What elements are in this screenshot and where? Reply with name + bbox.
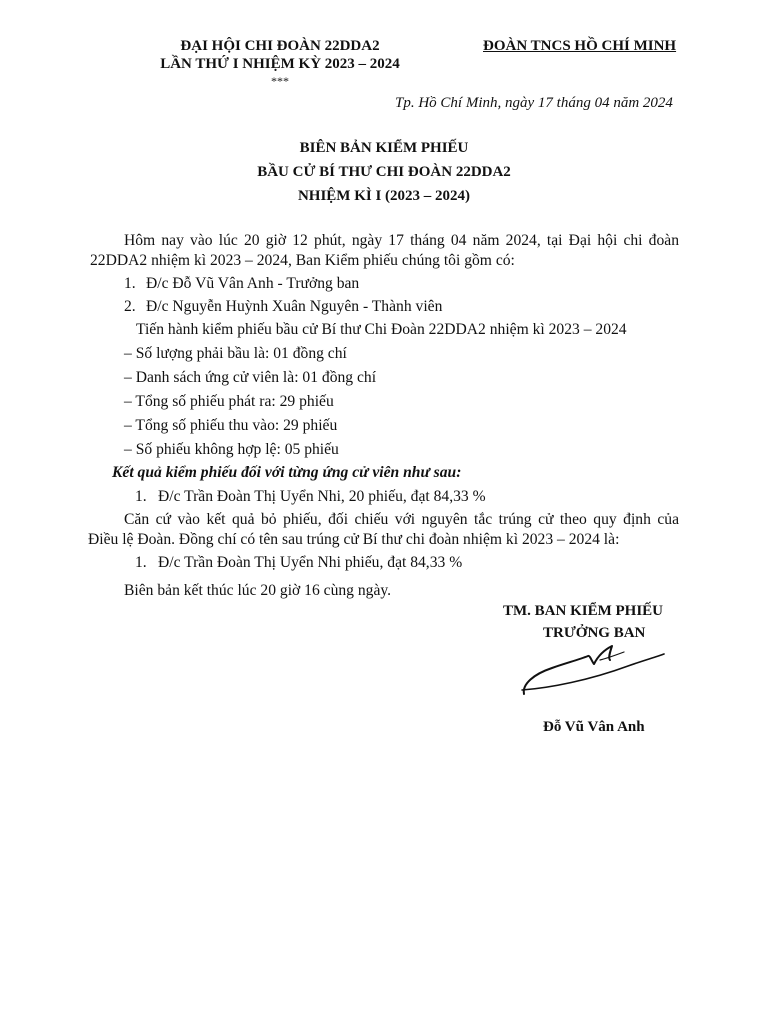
title-line3: NHIỆM KÌ I (2023 – 2024) xyxy=(297,188,471,204)
title-line2: BẦU CỬ BÍ THƯ CHI ĐOÀN 22DDA2 xyxy=(257,164,511,180)
member-2-text: Đ/c Nguyễn Huỳnh Xuân Nguyên - Thành viên xyxy=(146,298,443,315)
result-heading: Kết quả kiểm phiếu đối với từng ứng cử viên như sau: xyxy=(112,464,462,481)
stat-issued: – Tổng số phiếu phát ra: 29 phiếu xyxy=(124,393,334,410)
proceed-line: Tiến hành kiểm phiếu bầu cử Bí thư Chi Đoàn 22DDA2 nhiệm kì 2023 – 2024 xyxy=(136,321,627,338)
stat-candidates: – Danh sách ứng cử viên là: 01 đồng chí xyxy=(124,369,377,386)
title-line1: BIÊN BẢN KIỂM PHIẾU xyxy=(299,140,469,156)
signature-org: TM. BAN KIỂM PHIẾU xyxy=(503,603,664,619)
place-date: Tp. Hồ Chí Minh, ngày 17 tháng 04 năm 2024 xyxy=(395,95,673,111)
result-item-text: Đ/c Trần Đoàn Thị Uyển Nhi, 20 phiếu, đạt 84,33 % xyxy=(158,488,486,505)
member-2-num: 2. xyxy=(124,298,136,315)
header-left-stars: *** xyxy=(271,74,289,88)
member-1-num: 1. xyxy=(124,275,136,292)
member-1-text: Đ/c Đỗ Vũ Vân Anh - Trưởng ban xyxy=(146,275,360,292)
handwritten-signature xyxy=(520,640,670,702)
intro-line1: Hôm nay vào lúc 20 giờ 12 phút, ngày 17 tháng 04 năm 2024, tại Đại hội chi đoàn xyxy=(124,232,679,249)
header-left-line1: ĐẠI HỘI CHI ĐOÀN 22DDA2 xyxy=(180,38,380,54)
stat-invalid: – Số phiếu không hợp lệ: 05 phiếu xyxy=(124,441,339,458)
basis-line1: Căn cứ vào kết quả bỏ phiếu, đối chiếu với nguyên tắc trúng cử theo quy định của xyxy=(124,511,679,528)
stat-quota: – Số lượng phải bầu là: 01 đồng chí xyxy=(124,345,347,362)
closing-line: Biên bản kết thúc lúc 20 giờ 16 cùng ngày. xyxy=(124,582,392,599)
basis-line2: Điều lệ Đoàn. Đồng chí có tên sau trúng cử Bí thư chi đoàn nhiệm kì 2023 – 2024 là: xyxy=(88,531,620,548)
elected-item-num: 1. xyxy=(135,554,147,571)
header-left-line2: LẦN THỨ I NHIỆM KỲ 2023 – 2024 xyxy=(160,56,400,72)
stat-collected: – Tổng số phiếu thu vào: 29 phiếu xyxy=(124,417,338,434)
signature-name: Đỗ Vũ Vân Anh xyxy=(543,719,645,735)
elected-item-text: Đ/c Trần Đoàn Thị Uyển Nhi phiếu, đạt 84,33 % xyxy=(158,554,463,571)
signature-role: TRƯỞNG BAN xyxy=(543,625,646,641)
header-right-org: ĐOÀN TNCS HỒ CHÍ MINH xyxy=(483,38,677,54)
intro-line2: 22DDA2 nhiệm kì 2023 – 2024, Ban Kiểm phiếu chúng tôi gồm có: xyxy=(90,252,515,269)
result-item-num: 1. xyxy=(135,488,147,505)
